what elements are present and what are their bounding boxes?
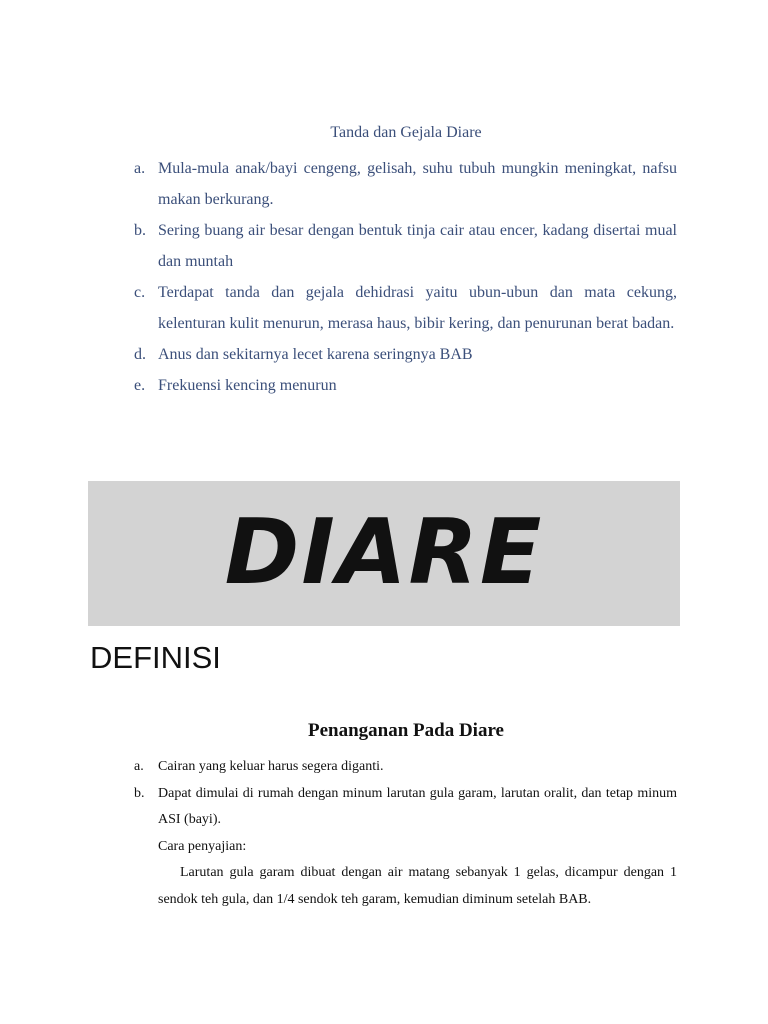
list-marker: c. bbox=[134, 284, 146, 301]
list-item-text: Terdapat tanda dan gejala dehidrasi yaitu ubun-ubun dan mata cekung, kelenturan kulit menurun, merasa haus, bibir kering, dan penurunan berat badan. bbox=[158, 284, 677, 332]
symptoms-list bbox=[134, 153, 677, 401]
treatment-list bbox=[134, 754, 677, 913]
list-item bbox=[134, 277, 677, 339]
list-item bbox=[134, 754, 677, 781]
list-marker: b. bbox=[134, 222, 146, 239]
cara-penyajian-label: Cara penyajian: bbox=[158, 838, 247, 854]
banner-title: DIARE bbox=[224, 500, 544, 605]
list-item bbox=[134, 781, 677, 834]
list-marker: a. bbox=[134, 160, 146, 177]
cara-penyajian-text: Larutan gula garam dibuat dengan air matang sebanyak 1 gelas, dicampur dengan 1 sendok teh gula, dan 1/4 sendok teh garam, kemudian diminum setelah BAB. bbox=[158, 865, 677, 907]
list-item-text: Anus dan sekitarnya lecet karena seringnya BAB bbox=[158, 346, 473, 363]
list-item bbox=[134, 215, 677, 277]
list-item-text: Sering buang air besar dengan bentuk tinja cair atau encer, kadang disertai mual dan muntah bbox=[158, 222, 677, 270]
section-title-tanda-gejala: Tanda dan Gejala Diare bbox=[330, 124, 482, 141]
list-item-text: Frekuensi kencing menurun bbox=[158, 377, 337, 394]
list-item bbox=[134, 153, 677, 215]
list-item-text: Mula-mula anak/bayi cengeng, gelisah, suhu tubuh mungkin meningkat, nafsu makan berkurang. bbox=[158, 160, 677, 208]
list-item-text: Dapat dimulai di rumah dengan minum larutan gula garam, larutan oralit, dan tetap minum ASI (bayi). bbox=[158, 785, 677, 827]
list-item bbox=[134, 339, 677, 370]
list-item-text: Cairan yang keluar harus segera diganti. bbox=[158, 759, 384, 774]
definisi-heading: DEFINISI bbox=[90, 640, 221, 675]
list-item bbox=[134, 370, 677, 401]
list-marker: a. bbox=[134, 759, 144, 774]
list-marker: e. bbox=[134, 377, 146, 394]
section-title-penanganan: Penanganan Pada Diare bbox=[307, 720, 504, 741]
list-marker: d. bbox=[134, 346, 146, 363]
list-marker: b. bbox=[134, 785, 145, 801]
diare-banner bbox=[88, 481, 680, 626]
